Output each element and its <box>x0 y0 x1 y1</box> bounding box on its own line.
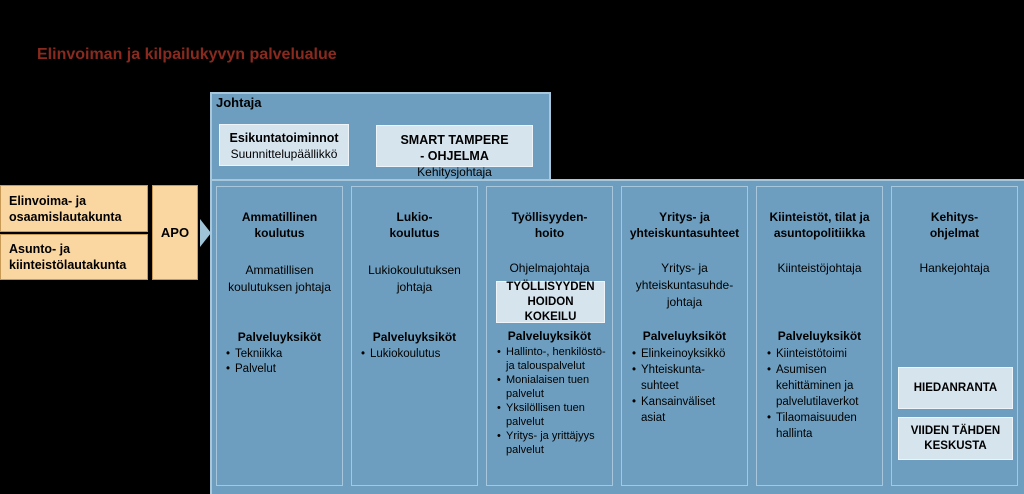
column-ammatillinen <box>216 186 343 486</box>
list-item: • Lukiokoulutus <box>361 347 440 362</box>
unit-list <box>767 346 879 442</box>
unit-list <box>361 347 440 362</box>
column-role: Yritys- ja yhteiskuntasuhde-johtaja <box>635 261 734 309</box>
list-item: • Yritys- ja yrittäjyys palvelut <box>497 429 609 457</box>
list-item: • Tekniikka <box>226 347 282 362</box>
board-elinvoima: Elinvoima- ja osaamislautakunta <box>0 185 148 232</box>
unit-list <box>226 347 282 377</box>
esikunta-title: Esikuntatoiminnot <box>229 131 339 145</box>
esikunta-role: Suunnittelupäällikkö <box>230 147 338 161</box>
column-pl: Palveluyksiköt <box>777 329 862 343</box>
unit-list <box>632 346 742 426</box>
page-title: Elinvoiman ja kilpailukyvyn palvelualue <box>37 46 337 63</box>
column-pl: Palveluyksiköt <box>642 329 727 343</box>
list-item: • Yksilöllisen tuen palvelut <box>497 401 609 429</box>
list-item: • Kansainväliset asiat <box>632 394 742 426</box>
column-head: Kiinteistöt, tilat ja asuntopolitiikka <box>769 210 870 240</box>
johtaja-label: Johtaja <box>216 95 262 110</box>
column-kehitysohjelmat <box>891 186 1018 486</box>
smart-tampere-box: SMART TAMPERE - OHJELMA <box>376 125 533 167</box>
column-role: Lukiokoulutuksen johtaja <box>368 263 461 294</box>
list-item: • Hallinto-, henkilöstö- ja talouspalvelut <box>497 345 609 373</box>
column-role: Hankejohtaja <box>919 261 990 275</box>
board-asunto: Asunto- ja kiinteistölautakunta <box>0 234 148 280</box>
list-item: • Tilaomaisuuden hallinta <box>767 410 879 442</box>
column-kiinteistot <box>756 186 883 486</box>
list-item: • Elinkeinoyksikkö <box>632 346 742 362</box>
list-item: • Asumisen kehittäminen ja palvelutilaverkot <box>767 362 879 410</box>
list-item: • Yhteiskunta-suhteet <box>632 362 742 394</box>
unit-list <box>497 345 609 457</box>
viiden-tahden-keskusta-tag: VIIDEN TÄHDEN KESKUSTA <box>898 417 1013 460</box>
hiedanranta-tag: HIEDANRANTA <box>898 367 1013 409</box>
column-head: Yritys- ja yhteiskuntasuhteet <box>629 210 740 240</box>
column-pl: Palveluyksiköt <box>237 330 322 344</box>
list-item: • Palvelut <box>226 362 282 377</box>
column-head: Kehitys-ohjelmat <box>929 210 980 240</box>
column-head: Työllisyyden-hoito <box>511 210 588 240</box>
column-role: Ammatillisen koulutuksen johtaja <box>228 263 331 294</box>
column-head: Lukio-koulutus <box>389 210 440 240</box>
column-tyollisyys <box>486 186 613 486</box>
column-role: Ohjelmajohtaja <box>509 261 590 275</box>
smart-role: Kehitysjohtaja <box>417 165 492 179</box>
column-yritys <box>621 186 748 486</box>
column-pl: Palveluyksiköt <box>507 329 592 343</box>
column-role: Kiinteistöjohtaja <box>777 261 862 275</box>
list-item: • Kiinteistötoimi <box>767 346 879 362</box>
column-lukio <box>351 186 478 486</box>
list-item: • Monialaisen tuen palvelut <box>497 373 609 401</box>
column-head: Ammatillinen koulutus <box>241 210 318 240</box>
apo-box: APO <box>152 185 198 280</box>
tyollisyys-kokeilu-tag: TYÖLLISYYDEN HOIDON KOKEILU <box>496 281 605 323</box>
column-pl: Palveluyksiköt <box>372 330 457 344</box>
esikunta-box <box>219 124 349 166</box>
